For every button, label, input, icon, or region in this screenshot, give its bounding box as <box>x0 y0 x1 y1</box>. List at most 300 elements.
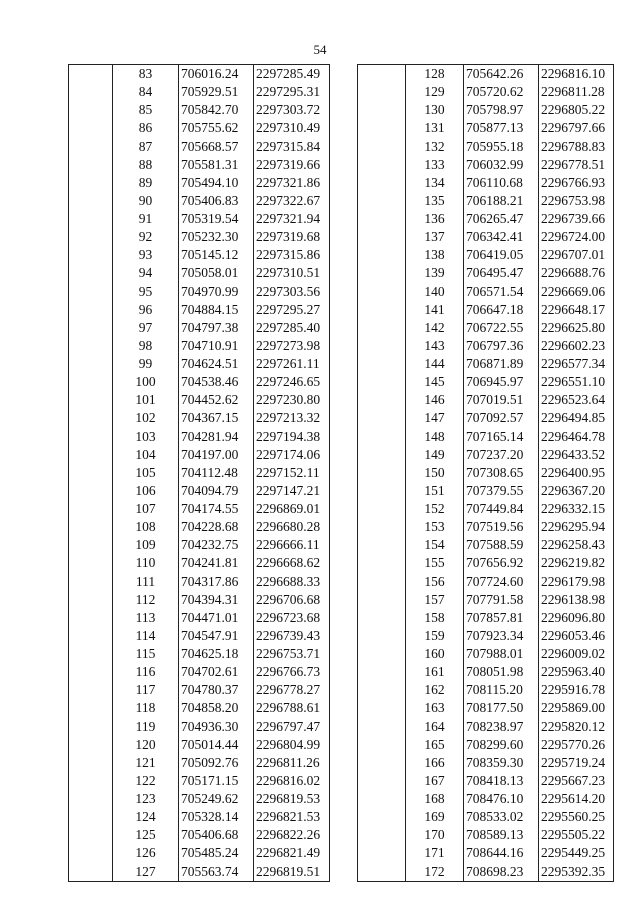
point-number-cell: 146 <box>424 392 445 408</box>
point-number-cell: 102 <box>135 410 156 426</box>
blank-cell <box>358 319 406 337</box>
table-row <box>69 138 330 156</box>
y-coordinate-cell: 2296668.62 <box>254 554 330 572</box>
point-number-cell: 89 <box>138 174 153 190</box>
y-coordinate-cell: 2295560.25 <box>539 808 614 826</box>
y-coordinate-cell: 2297322.67 <box>254 192 330 210</box>
x-coordinate-cell: 707988.01 <box>464 645 539 663</box>
blank-cell <box>358 518 406 536</box>
blank-cell <box>358 355 406 373</box>
y-coordinate-cell: 2296219.82 <box>539 554 614 572</box>
blank-cell <box>358 863 406 882</box>
blank-cell <box>358 826 406 844</box>
y-coordinate-cell: 2296179.98 <box>539 573 614 591</box>
table-row <box>358 409 614 427</box>
point-number-cell: 125 <box>135 827 156 843</box>
table-row <box>358 228 614 246</box>
table-row <box>358 319 614 337</box>
blank-cell <box>358 337 406 355</box>
table-row <box>358 645 614 663</box>
point-number-cell: 93 <box>138 247 153 263</box>
blank-cell <box>358 138 406 156</box>
y-coordinate-cell: 2296400.95 <box>539 464 614 482</box>
y-coordinate-cell: 2296433.52 <box>539 446 614 464</box>
table-row <box>69 772 330 790</box>
point-number-cell: 99 <box>138 356 153 371</box>
x-coordinate-cell: 708299.60 <box>464 736 539 754</box>
table-row <box>358 482 614 500</box>
blank-cell <box>69 772 113 790</box>
table-row <box>69 718 330 736</box>
point-number-cell: 145 <box>424 374 445 390</box>
point-number-cell: 115 <box>135 646 156 661</box>
point-number-cell: 131 <box>424 120 445 136</box>
point-number-cell: 110 <box>135 555 156 571</box>
table-row <box>358 591 614 609</box>
blank-cell <box>69 536 113 554</box>
y-coordinate-cell: 2296739.66 <box>539 210 614 228</box>
point-number-cell: 124 <box>135 809 156 825</box>
y-coordinate-cell: 2296494.85 <box>539 409 614 427</box>
y-coordinate-cell: 2297319.66 <box>254 156 330 174</box>
x-coordinate-cell: 705642.26 <box>464 65 539 84</box>
blank-cell <box>69 718 113 736</box>
point-number-cell: 148 <box>424 428 445 444</box>
y-coordinate-cell: 2296821.53 <box>254 808 330 826</box>
table-row <box>69 863 330 882</box>
y-coordinate-cell: 2297303.72 <box>254 101 330 119</box>
table-row <box>69 156 330 174</box>
blank-cell <box>69 156 113 174</box>
x-coordinate-cell: 704538.46 <box>179 373 254 391</box>
point-number-cell: 113 <box>135 609 156 625</box>
blank-cell <box>69 373 113 391</box>
table-row <box>69 192 330 210</box>
y-coordinate-cell: 2296804.99 <box>254 736 330 754</box>
y-coordinate-cell: 2297285.49 <box>254 65 330 84</box>
table-row <box>358 772 614 790</box>
point-number-cell: 121 <box>135 754 156 770</box>
y-coordinate-cell: 2295963.40 <box>539 663 614 681</box>
y-coordinate-cell: 2296778.51 <box>539 156 614 174</box>
point-number-cell: 135 <box>424 192 445 208</box>
point-number-cell: 158 <box>424 609 445 625</box>
blank-cell <box>358 844 406 862</box>
blank-cell <box>69 428 113 446</box>
y-coordinate-cell: 2296753.98 <box>539 192 614 210</box>
x-coordinate-cell: 704394.31 <box>179 591 254 609</box>
x-coordinate-cell: 704197.00 <box>179 446 254 464</box>
blank-cell <box>69 119 113 137</box>
table-row <box>358 518 614 536</box>
x-coordinate-cell: 704780.37 <box>179 681 254 699</box>
table-row <box>358 464 614 482</box>
table-row <box>358 101 614 119</box>
x-coordinate-cell: 707923.34 <box>464 627 539 645</box>
x-coordinate-cell: 708418.13 <box>464 772 539 790</box>
blank-cell <box>358 482 406 500</box>
y-coordinate-cell: 2296706.68 <box>254 591 330 609</box>
coordinates-table-right <box>357 64 614 882</box>
table-row <box>69 699 330 717</box>
table-row <box>69 409 330 427</box>
blank-cell <box>69 482 113 500</box>
x-coordinate-cell: 704174.55 <box>179 500 254 518</box>
table-row <box>358 65 614 84</box>
blank-cell <box>358 645 406 663</box>
x-coordinate-cell: 704936.30 <box>179 718 254 736</box>
page-number: 54 <box>313 42 327 57</box>
point-number-cell: 156 <box>424 573 445 589</box>
x-coordinate-cell: 705494.10 <box>179 174 254 192</box>
y-coordinate-cell: 2296816.02 <box>254 772 330 790</box>
x-coordinate-cell: 704094.79 <box>179 482 254 500</box>
x-coordinate-cell: 706495.47 <box>464 264 539 282</box>
blank-cell <box>69 409 113 427</box>
point-number-cell: 130 <box>424 102 445 118</box>
blank-cell <box>69 246 113 264</box>
y-coordinate-cell: 2295505.22 <box>539 826 614 844</box>
table-row <box>358 337 614 355</box>
y-coordinate-cell: 2296053.46 <box>539 627 614 645</box>
x-coordinate-cell: 708177.50 <box>464 699 539 717</box>
point-number-cell: 108 <box>135 519 156 535</box>
x-coordinate-cell: 707237.20 <box>464 446 539 464</box>
y-coordinate-cell: 2296669.06 <box>539 283 614 301</box>
point-number-cell: 122 <box>135 772 156 788</box>
y-coordinate-cell: 2295667.23 <box>539 772 614 790</box>
y-coordinate-cell: 2297147.21 <box>254 482 330 500</box>
x-coordinate-cell: 705929.51 <box>179 83 254 101</box>
y-coordinate-cell: 2296811.28 <box>539 83 614 101</box>
y-coordinate-cell: 2296577.34 <box>539 355 614 373</box>
x-coordinate-cell: 704112.48 <box>179 464 254 482</box>
x-coordinate-cell: 707165.14 <box>464 428 539 446</box>
x-coordinate-cell: 708359.30 <box>464 754 539 772</box>
y-coordinate-cell: 2296680.28 <box>254 518 330 536</box>
point-number-cell: 154 <box>424 537 445 553</box>
y-coordinate-cell: 2296688.33 <box>254 573 330 591</box>
y-coordinate-cell: 2296797.66 <box>539 119 614 137</box>
x-coordinate-cell: 706797.36 <box>464 337 539 355</box>
x-coordinate-cell: 705328.14 <box>179 808 254 826</box>
table-row <box>69 210 330 228</box>
blank-cell <box>69 391 113 409</box>
y-coordinate-cell: 2296869.01 <box>254 500 330 518</box>
x-coordinate-cell: 705319.54 <box>179 210 254 228</box>
x-coordinate-cell: 705581.31 <box>179 156 254 174</box>
blank-cell <box>358 718 406 736</box>
point-number-cell: 155 <box>424 555 445 571</box>
y-coordinate-cell: 2297321.86 <box>254 174 330 192</box>
y-coordinate-cell: 2296821.49 <box>254 844 330 862</box>
point-number-cell: 138 <box>424 247 445 263</box>
blank-cell <box>69 790 113 808</box>
table-row <box>69 500 330 518</box>
point-number-cell: 143 <box>424 337 445 353</box>
y-coordinate-cell: 2297295.27 <box>254 301 330 319</box>
blank-cell <box>358 264 406 282</box>
table-row <box>358 663 614 681</box>
table-row <box>358 718 614 736</box>
y-coordinate-cell: 2296811.26 <box>254 754 330 772</box>
y-coordinate-cell: 2297194.38 <box>254 428 330 446</box>
point-number-cell: 153 <box>424 519 445 535</box>
x-coordinate-cell: 706419.05 <box>464 246 539 264</box>
x-coordinate-cell: 704367.15 <box>179 409 254 427</box>
blank-cell <box>358 246 406 264</box>
blank-cell <box>69 101 113 119</box>
table-row <box>358 355 614 373</box>
blank-cell <box>69 210 113 228</box>
point-number-cell: 160 <box>424 646 445 661</box>
x-coordinate-cell: 706871.89 <box>464 355 539 373</box>
x-coordinate-cell: 706188.21 <box>464 192 539 210</box>
blank-cell <box>69 808 113 826</box>
y-coordinate-cell: 2296367.20 <box>539 482 614 500</box>
y-coordinate-cell: 2296788.61 <box>254 699 330 717</box>
point-number-cell: 142 <box>424 319 445 335</box>
point-number-cell: 85 <box>138 102 153 118</box>
table-row <box>69 464 330 482</box>
x-coordinate-cell: 705145.12 <box>179 246 254 264</box>
point-number-cell: 106 <box>135 482 156 498</box>
point-number-cell: 103 <box>135 428 156 444</box>
y-coordinate-cell: 2296739.43 <box>254 627 330 645</box>
table-row <box>69 283 330 301</box>
table-row <box>358 373 614 391</box>
x-coordinate-cell: 704624.51 <box>179 355 254 373</box>
x-coordinate-cell: 707092.57 <box>464 409 539 427</box>
x-coordinate-cell: 707724.60 <box>464 573 539 591</box>
y-coordinate-cell: 2297319.68 <box>254 228 330 246</box>
point-number-cell: 127 <box>113 863 179 882</box>
blank-cell <box>358 283 406 301</box>
blank-cell <box>358 119 406 137</box>
table-row <box>69 754 330 772</box>
point-number-cell: 137 <box>424 229 445 245</box>
x-coordinate-cell: 705092.76 <box>179 754 254 772</box>
blank-cell <box>358 101 406 119</box>
point-number-cell: 169 <box>424 809 445 825</box>
table-row <box>358 500 614 518</box>
x-coordinate-cell: 704317.86 <box>179 573 254 591</box>
y-coordinate-cell: 2297315.84 <box>254 138 330 156</box>
y-coordinate-cell: 2297315.86 <box>254 246 330 264</box>
y-coordinate-cell: 2295869.00 <box>539 699 614 717</box>
y-coordinate-cell: 2296666.11 <box>254 536 330 554</box>
y-coordinate-cell: 2296816.10 <box>539 65 614 84</box>
point-number-cell: 172 <box>406 863 464 882</box>
y-coordinate-cell: 2296648.17 <box>539 301 614 319</box>
y-coordinate-cell: 2297273.98 <box>254 337 330 355</box>
table-row <box>69 228 330 246</box>
table-row <box>358 246 614 264</box>
x-coordinate-cell: 708533.02 <box>464 808 539 826</box>
point-number-cell: 151 <box>424 482 445 498</box>
table-row <box>358 627 614 645</box>
blank-cell <box>69 228 113 246</box>
y-coordinate-cell: 2296096.80 <box>539 609 614 627</box>
table-row <box>69 119 330 137</box>
point-number-cell: 133 <box>424 156 445 172</box>
table-row <box>358 301 614 319</box>
y-coordinate-cell: 2296753.71 <box>254 645 330 663</box>
blank-cell <box>69 573 113 591</box>
table-row <box>69 645 330 663</box>
x-coordinate-cell: 708115.20 <box>464 681 539 699</box>
point-number-cell: 123 <box>135 791 156 806</box>
blank-cell <box>358 65 406 84</box>
point-number-cell: 141 <box>424 301 445 317</box>
x-coordinate-cell: 706945.97 <box>464 373 539 391</box>
table-row <box>358 573 614 591</box>
point-number-cell: 92 <box>138 229 153 245</box>
point-number-cell: 128 <box>406 65 464 84</box>
table-row <box>358 210 614 228</box>
x-coordinate-cell: 704281.94 <box>179 428 254 446</box>
x-coordinate-cell: 705798.97 <box>464 101 539 119</box>
blank-cell <box>69 65 113 84</box>
table-row <box>358 808 614 826</box>
y-coordinate-cell: 2296258.43 <box>539 536 614 554</box>
point-number-cell: 119 <box>135 718 156 734</box>
x-coordinate-cell: 705014.44 <box>179 736 254 754</box>
y-coordinate-cell: 2296819.53 <box>254 790 330 808</box>
point-number-cell: 104 <box>135 446 156 462</box>
table-row <box>69 264 330 282</box>
y-coordinate-cell: 2297152.11 <box>254 464 330 482</box>
blank-cell <box>358 627 406 645</box>
point-number-cell: 170 <box>424 827 445 843</box>
blank-cell <box>69 83 113 101</box>
blank-cell <box>69 609 113 627</box>
x-coordinate-cell: 705842.70 <box>179 101 254 119</box>
x-coordinate-cell: 705720.62 <box>464 83 539 101</box>
x-coordinate-cell: 708698.23 <box>464 863 539 882</box>
y-coordinate-cell: 2296797.47 <box>254 718 330 736</box>
y-coordinate-cell: 2296788.83 <box>539 138 614 156</box>
blank-cell <box>69 337 113 355</box>
x-coordinate-cell: 706110.68 <box>464 174 539 192</box>
y-coordinate-cell: 2295449.25 <box>539 844 614 862</box>
blank-cell <box>358 301 406 319</box>
table-row <box>358 156 614 174</box>
y-coordinate-cell: 2295614.20 <box>539 790 614 808</box>
blank-cell <box>358 228 406 246</box>
table-row <box>358 790 614 808</box>
point-number-cell: 86 <box>138 120 153 136</box>
x-coordinate-cell: 704228.68 <box>179 518 254 536</box>
point-number-cell: 132 <box>424 138 445 154</box>
blank-cell <box>358 192 406 210</box>
y-coordinate-cell: 2297174.06 <box>254 446 330 464</box>
blank-cell <box>69 192 113 210</box>
x-coordinate-cell: 705955.18 <box>464 138 539 156</box>
x-coordinate-cell: 704710.91 <box>179 337 254 355</box>
point-number-cell: 152 <box>424 501 445 516</box>
y-coordinate-cell: 2296523.64 <box>539 391 614 409</box>
x-coordinate-cell: 704702.61 <box>179 663 254 681</box>
x-coordinate-cell: 707519.56 <box>464 518 539 536</box>
point-number-cell: 134 <box>424 174 445 190</box>
point-number-cell: 164 <box>424 718 445 734</box>
blank-cell <box>69 446 113 464</box>
blank-cell <box>69 283 113 301</box>
x-coordinate-cell: 705058.01 <box>179 264 254 282</box>
y-coordinate-cell: 2296707.01 <box>539 246 614 264</box>
x-coordinate-cell: 705406.68 <box>179 826 254 844</box>
table-row <box>69 391 330 409</box>
point-number-cell: 84 <box>138 84 153 100</box>
table-row <box>358 754 614 772</box>
y-coordinate-cell: 2296724.00 <box>539 228 614 246</box>
table-row <box>358 536 614 554</box>
x-coordinate-cell: 704241.81 <box>179 554 254 572</box>
blank-cell <box>69 699 113 717</box>
x-coordinate-cell: 704452.62 <box>179 391 254 409</box>
table-row <box>69 319 330 337</box>
table-row <box>69 246 330 264</box>
blank-cell <box>69 355 113 373</box>
y-coordinate-cell: 2296009.02 <box>539 645 614 663</box>
blank-cell <box>69 645 113 663</box>
y-coordinate-cell: 2296332.15 <box>539 500 614 518</box>
point-number-cell: 171 <box>424 845 445 861</box>
x-coordinate-cell: 708644.16 <box>464 844 539 862</box>
blank-cell <box>358 409 406 427</box>
point-number-cell: 90 <box>138 192 153 208</box>
table-row <box>69 518 330 536</box>
point-number-cell: 147 <box>424 410 445 426</box>
x-coordinate-cell: 704884.15 <box>179 301 254 319</box>
point-number-cell: 163 <box>424 700 445 716</box>
point-number-cell: 140 <box>424 283 445 299</box>
table-row <box>69 428 330 446</box>
table-row <box>69 174 330 192</box>
point-number-cell: 114 <box>135 627 156 643</box>
point-number-cell: 144 <box>424 356 445 371</box>
y-coordinate-cell: 2297246.65 <box>254 373 330 391</box>
table-row <box>69 337 330 355</box>
y-coordinate-cell: 2297310.51 <box>254 264 330 282</box>
blank-cell <box>358 699 406 717</box>
x-coordinate-cell: 708589.13 <box>464 826 539 844</box>
y-coordinate-cell: 2295719.24 <box>539 754 614 772</box>
blank-cell <box>69 627 113 645</box>
y-coordinate-cell: 2296625.80 <box>539 319 614 337</box>
x-coordinate-cell: 704797.38 <box>179 319 254 337</box>
point-number-cell: 109 <box>135 537 156 553</box>
blank-cell <box>69 174 113 192</box>
point-number-cell: 167 <box>424 772 445 788</box>
y-coordinate-cell: 2295770.26 <box>539 736 614 754</box>
blank-cell <box>69 591 113 609</box>
table-row <box>69 844 330 862</box>
point-number-cell: 105 <box>135 464 156 480</box>
x-coordinate-cell: 704970.99 <box>179 283 254 301</box>
table-row <box>358 264 614 282</box>
table-row <box>69 101 330 119</box>
x-coordinate-cell: 705668.57 <box>179 138 254 156</box>
y-coordinate-cell: 2297303.56 <box>254 283 330 301</box>
blank-cell <box>358 536 406 554</box>
y-coordinate-cell: 2295916.78 <box>539 681 614 699</box>
blank-cell <box>358 681 406 699</box>
x-coordinate-cell: 708476.10 <box>464 790 539 808</box>
point-number-cell: 165 <box>424 736 445 752</box>
table-row <box>358 863 614 882</box>
